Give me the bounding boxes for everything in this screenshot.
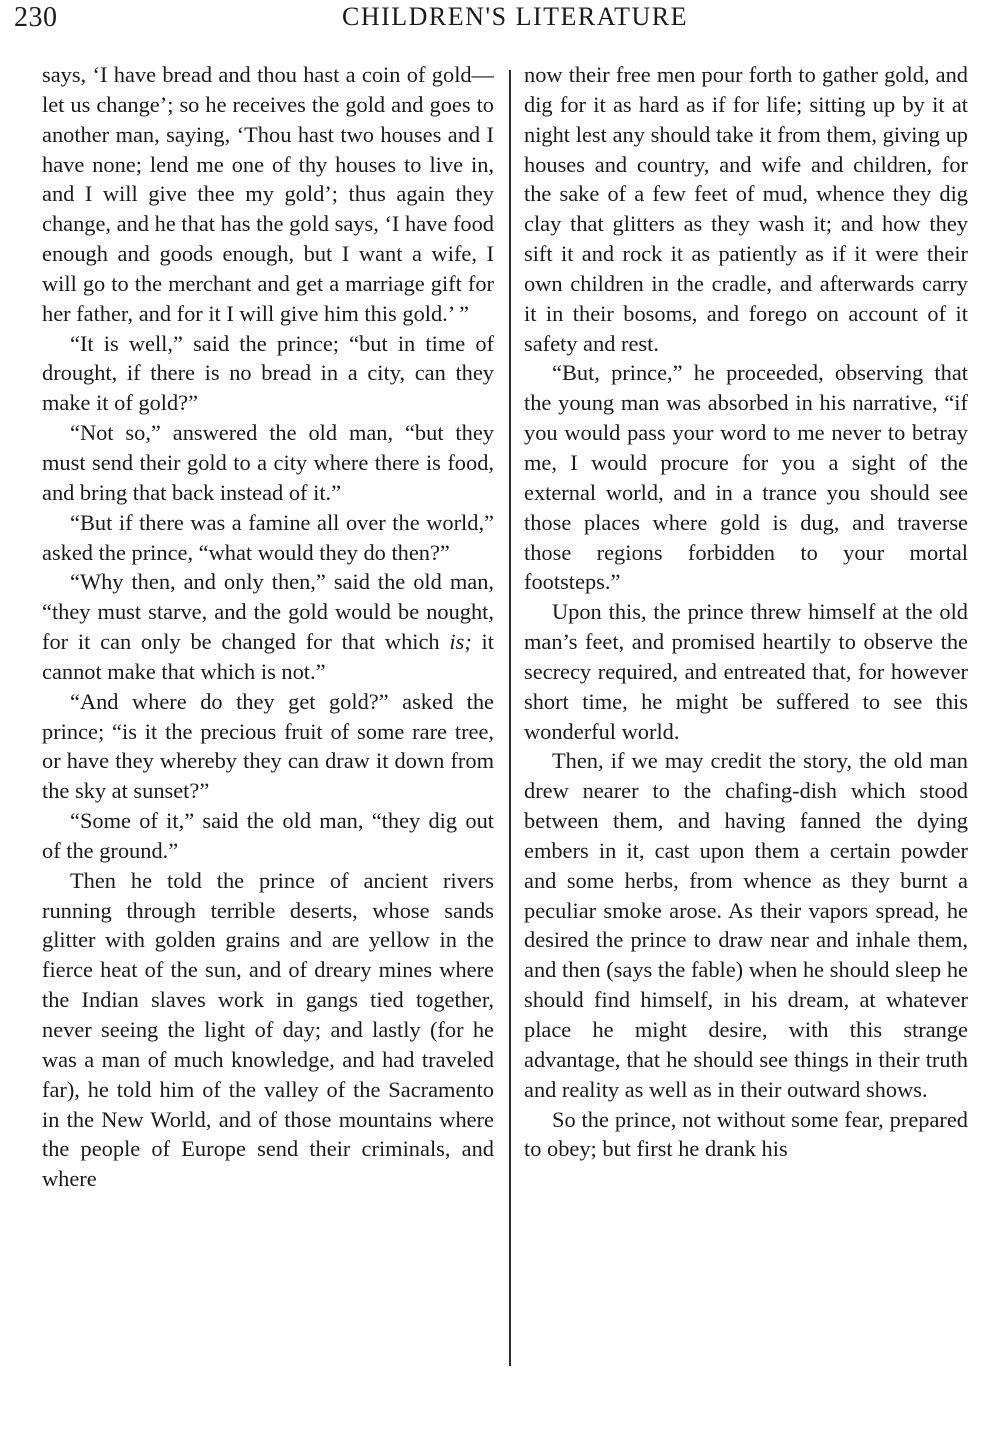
left-column [42,60,494,1194]
paragraph: Then, if we may credit the story, the old man drew nearer to the chafing-dish which stood between them, and having fanned the dying embers in it, cast upon them a certain powder and some herbs, from whence as they burnt a peculiar smoke arose. As their vapors spread, he desired the prince to draw near and inhale them, and then (says the fable) when he should sleep he should find himself, in his dream, at whatever place he might desire, with this strange advantage, that he should see things in their truth and reality as well as in their outward shows. [524,748,968,1102]
paragraph: “It is well,” said the prince; “but in time of drought, if there is no bread in a city, can they make it of gold?” [42,330,494,416]
italic-emphasis: is; [449,629,472,655]
paragraph-text: “Why then, and only then,” said the old man, “they must starve, and the gold would be nought, for it can only be changed for that which [42,569,494,655]
paragraph: says, ‘I have bread and thou hast a coin of gold—let us change’; so he receives the gold and goes to another man, saying, ‘Thou hast two houses and I have none; lend me one of thy houses to live in, and I will give thee my gold’; thus again they change, and he that has the gold says, ‘I have food enough and goods enough, but I want a wife, I will go to the merchant and get a marriage gift for her father, and for it I will give him this gold.’ ” [42,62,494,326]
column-divider [509,70,511,1366]
paragraph: now their free men pour forth to gather gold, and dig for it as hard as if for life; sitting up by it at night lest any should take it from them, giving up houses and country, and wife and children, for the sake of a few feet of mud, whence they dig clay that glitters as they wash it; and how they sift it and rock it as patiently as if it were their own children in the cradle, and afterwards carry it in their bosoms, and forego on account of it safety and rest. [524,62,968,356]
paragraph-text: it cannot make that which is not.” [42,629,494,684]
paragraph: “And where do they get gold?” asked the prince; “is it the precious fruit of some rare tree, or have they whereby they can draw it down from the sky at sunset?” [42,688,494,804]
paragraph [42,567,494,686]
paragraph: Upon this, the prince threw himself at the old man’s feet, and promised heartily to observe the secrecy required, and entreated that, for however short time, he might be suffered to see this wonderful world. [524,599,968,744]
paragraph: “But if there was a famine all over the world,” asked the prince, “what would they do then?” [42,509,494,565]
page-number: 230 [14,2,58,33]
paragraph: Then he told the prince of ancient rivers running through terrible deserts, whose sands glitter with golden grains and are yellow in the fierce heat of the sun, and of dreary mines where the Indian slaves work in gangs tied together, never seeing the light of day; and lastly (for he was a man of much knowledge, and had traveled far), he told him of the valley of the Sacramento in the New World, and of those mountains where the people of Europe send their criminals, and where [42,867,494,1192]
running-title: CHILDREN'S LITERATURE [341,2,688,31]
right-column [524,60,968,1164]
paragraph: So the prince, not without some fear, prepared to obey; but first he drank his [524,1106,968,1162]
paragraph: “But, prince,” he proceeded, observing that the young man was absorbed in his narrative, “if you would pass your word to me never to betray me, I would procure for you a sight of the external world, and in a trance you should see those places where gold is dug, and traverse those regions forbidden to your mortal footsteps.” [524,360,968,595]
paragraph: “Some of it,” said the old man, “they dig out of the ground.” [42,808,494,863]
paragraph: “Not so,” answered the old man, “but they must send their gold to a city where there is food, and bring that back instead of it.” [42,420,494,505]
